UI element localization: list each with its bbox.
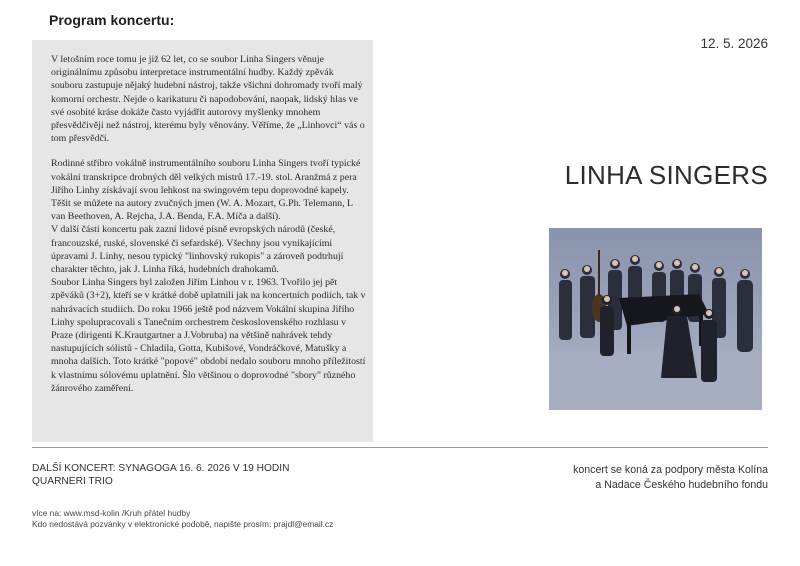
paragraph-history: Soubor Linha Singers byl založen Jiřím Linhou v r. 1963. Tvořilo jej pět zpěváků (3+2), kteří se v krátké době uplatnili jak na koncertních podiích, tak v nahrávacích studiích. Do roku 1966 ještě pod názvem Vokální skupina Jiřího Linhy spolupracovali s Tanečním orchestrem československého rozhlasu v Praze (dirigenti K.Krautgartner a J.Vobruba) na většině nahrávek tehdy nastupujících sólistů - Chladila, Gotta, Kubišové, Vondráčkové, Matušky a mnoha dalších. Toto krátké "popové" období nedalo souboru mnoho příležitostí k vlastnímu sólovému uplatnění. Šlo většinou o doprovodné "sbory" různého žánrového zaměření.	[51, 277, 366, 394]
sponsor-info	[573, 463, 768, 492]
sponsor-line-foundation: a Nadace Českého hudebního fondu	[595, 478, 768, 491]
ensemble-title: LINHA SINGERS	[564, 160, 768, 190]
footer-info	[32, 508, 333, 530]
paragraph-intro: V letošním roce tomu je již 62 let, co se soubor Linha Singers věnuje originálnímu způsobu interpretace instrumentální hudby. Každý zpěvák souboru zastupuje nějaký hudební nástroj, takže všichni dohromady tvoří malý komorní orchestr. Nejde o karikaturu či napodobování, naopak, lidský hlas ve své osobité kráse dokáže často vyjádřit autorovy myšlenky mnohem přesvědčivěji než nástroj, kterému byly věnovány. Věříme, že „Linhovci“ vás o tom přesvědčí.	[51, 54, 365, 145]
next-concert-info	[32, 463, 289, 488]
footer-contact: Kdo nedostává pozvánky v elektronické podobě, napište prosím: prajdl@email.cz	[32, 519, 334, 529]
footer-website: více na: www.msd-kolin /Kruh přátel hudby	[32, 508, 191, 518]
next-concert-line: DALŠÍ KONCERT: SYNAGOGA 16. 6. 2026 V 19 HODIN	[32, 463, 290, 474]
concert-date: 12. 5. 2026	[700, 36, 768, 51]
paragraph-folk-songs: V další části koncertu pak zazní lidové písně evropských národů (české, francouzské, ruské, slovenské či sefardské). Všechny jsou vynikajícími úpravami J. Linhy, nesou typický "linhovský rukopis" a zároveň podtrhují charakter těchto, jak J. Linha říká, hudebních drahokamů.	[51, 224, 344, 276]
next-concert-performer: QUARNERI TRIO	[32, 475, 113, 487]
sponsor-line-city: koncert se koná za podpory města Kolína	[573, 464, 768, 476]
paragraph-repertoire: Rodinné stříbro vokálně instrumentálního souboru Linha Singers tvoří typické vokální transkripce drobných děl velkých mistrů 17.-19. stol. Aranžmá z pera Jiřího Linhy získávají svou lehkost na swingovém tepu doprovodné kapely. Těšit se můžete na autory zvučných jmen (W. A. Mozart, G.Ph. Telemann, L van Beethoven, A. Rejcha, J.A. Benda, F.A. Míča a další).	[51, 158, 361, 223]
program-text-box	[32, 40, 373, 442]
program-heading: Program koncertu:	[49, 12, 175, 28]
horizontal-divider	[32, 447, 768, 448]
ensemble-photo	[549, 228, 762, 410]
